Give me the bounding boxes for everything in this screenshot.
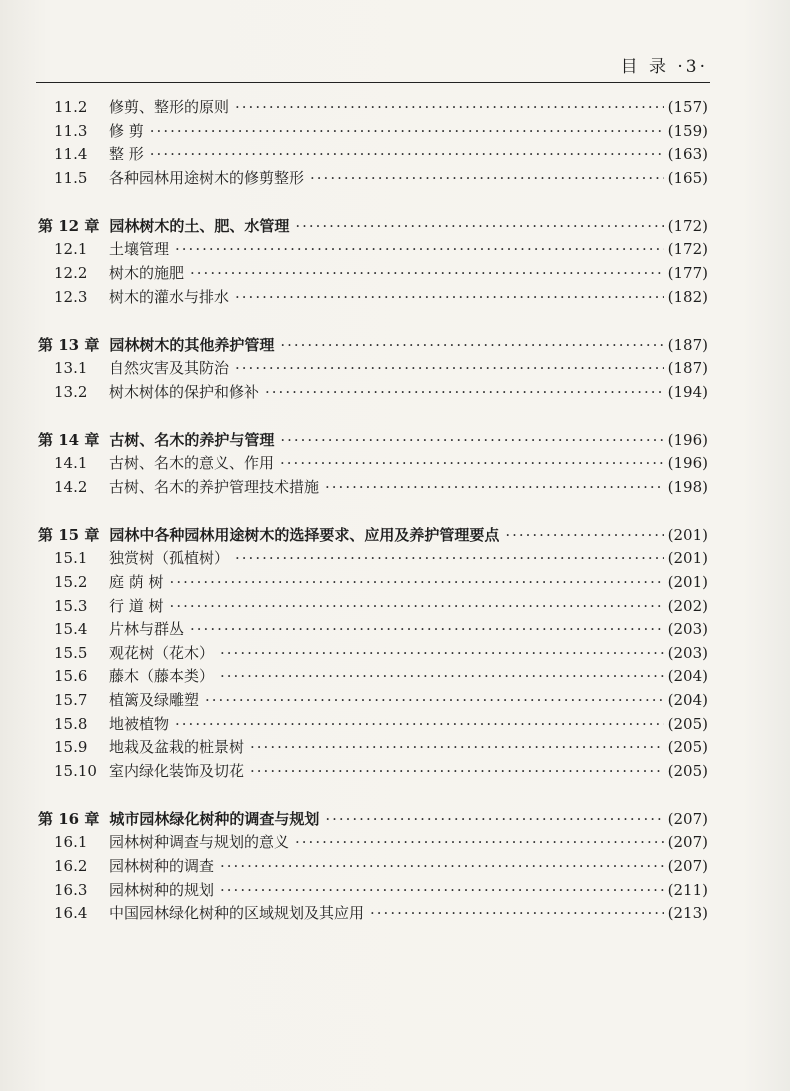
section-number: 11.4 (54, 145, 88, 164)
section-title: 观花树（花木） (109, 643, 215, 662)
chapter-gap (32, 499, 708, 523)
page-number: (187) (667, 335, 708, 354)
section-title: 修剪、整形的原则 (109, 98, 230, 116)
section-title: 树木树体的保护和修补 (109, 382, 260, 401)
section-title: 片林与群丛 (109, 620, 185, 639)
section-number: 11.3 (54, 121, 88, 140)
section-title: 园林树种的调查 (109, 856, 215, 875)
page-number: (198) (667, 477, 708, 496)
section-title: 园林树种调查与规划的意义 (109, 833, 290, 852)
chapter-gap (32, 404, 708, 428)
section-title: 树木的施肥 (109, 263, 185, 282)
section-number: 15.9 (54, 738, 88, 757)
chapter-number: 第 15 章 (38, 525, 100, 544)
section-title: 地栽及盆栽的桩景树 (109, 738, 245, 757)
dot-leader (250, 736, 664, 760)
section-number: 15.4 (54, 620, 88, 639)
toc-section-entry (32, 120, 708, 144)
section-number: 15.6 (54, 667, 88, 686)
section-title: 藤木（藤本类） (109, 667, 215, 686)
toc-section-entry (32, 286, 708, 310)
section-number: 14.1 (54, 454, 88, 473)
dot-leader (295, 215, 663, 239)
dot-leader (175, 238, 664, 262)
toc-section-entry (32, 262, 708, 286)
section-number: 16.2 (54, 856, 88, 875)
section-number: 13.1 (54, 359, 88, 378)
toc-section-entry (32, 476, 708, 500)
page-number: (172) (667, 216, 708, 235)
section-title: 行 道 树 (109, 596, 164, 615)
page-number: (213) (667, 904, 708, 923)
section-number: 12.3 (54, 287, 88, 306)
toc-section-entry (32, 96, 708, 120)
toc-section-entry (32, 831, 708, 855)
page-number: (196) (667, 430, 708, 449)
toc-section-entry (32, 357, 708, 381)
dot-leader (235, 286, 664, 310)
section-title: 植篱及绿雕塑 (109, 691, 200, 710)
page-number: (202) (667, 596, 708, 615)
toc-chapter-entry (32, 215, 708, 239)
page-number: (172) (667, 240, 708, 259)
dot-leader (190, 262, 664, 286)
dot-leader (250, 760, 664, 784)
page-number: (207) (667, 856, 708, 875)
section-title: 中国园林绿化树种的区域规划及其应用 (109, 904, 365, 923)
header-rule (36, 82, 710, 83)
toc-section-entry (32, 143, 708, 167)
section-number: 12.1 (54, 240, 88, 259)
section-number: 15.2 (54, 573, 88, 592)
dot-leader (220, 665, 664, 689)
section-title: 室内绿化装饰及切花 (109, 761, 245, 780)
page-number: (177) (667, 263, 708, 282)
section-number: 12.2 (54, 263, 88, 282)
page-number: (205) (667, 761, 708, 780)
section-number: 15.7 (54, 691, 88, 710)
page-number: (201) (667, 549, 708, 568)
dot-leader (235, 357, 664, 381)
section-title: 古树、名木的养护管理技术措施 (109, 477, 320, 496)
toc-section-entry (32, 595, 708, 619)
page-number: (163) (667, 145, 708, 164)
section-title: 各种园林用途树木的修剪整形 (109, 168, 305, 187)
page-number: (196) (667, 454, 708, 473)
dot-leader (150, 120, 664, 144)
page-number: (203) (667, 643, 708, 662)
section-title: 树木的灌水与排水 (109, 287, 230, 306)
dot-leader (505, 524, 663, 548)
chapter-title: 城市园林绿化树种的调查与规划 (109, 809, 320, 828)
section-title: 整 形 (109, 145, 144, 164)
section-number: 15.3 (54, 596, 88, 615)
section-number: 15.8 (54, 714, 88, 733)
dot-leader (280, 452, 664, 476)
toc-section-entry (32, 689, 708, 713)
toc-section-entry (32, 713, 708, 737)
dot-leader (150, 143, 664, 167)
toc-chapter-entry (32, 524, 708, 548)
running-header: 目 录 ·3· (620, 57, 708, 77)
dot-leader (310, 167, 664, 191)
page-number: (207) (667, 809, 708, 828)
page-number: (165) (667, 168, 708, 187)
page-number: (159) (667, 121, 708, 140)
chapter-gap (32, 309, 708, 333)
dot-leader (280, 334, 663, 358)
chapter-title: 园林树木的其他养护管理 (109, 335, 275, 354)
page-number: (207) (667, 833, 708, 852)
toc-section-entry (32, 547, 708, 571)
toc-section-entry (32, 238, 708, 262)
toc-section-entry (32, 452, 708, 476)
chapter-title: 园林中各种园林用途树木的选择要求、应用及养护管理要点 (109, 525, 500, 544)
page-number: (201) (667, 525, 708, 544)
chapter-number: 第 14 章 (38, 430, 100, 449)
table-of-contents (32, 96, 708, 926)
dot-leader (220, 642, 664, 666)
toc-chapter-entry (32, 808, 708, 832)
section-number: 15.5 (54, 643, 88, 662)
toc-section-entry (32, 642, 708, 666)
page-number: (157) (667, 98, 708, 116)
toc-section-entry (32, 167, 708, 191)
section-number: 16.1 (54, 833, 88, 852)
toc-section-entry (32, 760, 708, 784)
chapter-title: 古树、名木的养护与管理 (109, 430, 275, 449)
section-number: 11.5 (54, 168, 88, 187)
section-title: 庭 荫 树 (109, 573, 164, 592)
dot-leader (220, 879, 664, 903)
toc-section-entry (32, 381, 708, 405)
section-title: 修 剪 (109, 121, 144, 140)
page-number: (194) (667, 382, 708, 401)
dot-leader (295, 831, 664, 855)
section-number: 16.3 (54, 880, 88, 899)
chapter-number: 第 16 章 (38, 809, 100, 828)
dot-leader (170, 571, 664, 595)
dot-leader (170, 595, 664, 619)
page-number: (187) (667, 359, 708, 378)
dot-leader (325, 808, 663, 832)
dot-leader (370, 902, 664, 926)
toc-section-entry (32, 855, 708, 879)
page-number: (211) (667, 880, 708, 899)
section-title: 独赏树（孤植树） (109, 549, 230, 568)
section-number: 11.2 (54, 98, 88, 116)
section-title: 地被植物 (109, 714, 170, 733)
section-number: 15.10 (54, 761, 97, 780)
dot-leader (325, 476, 664, 500)
chapter-number: 第 13 章 (38, 335, 100, 354)
chapter-gap (32, 190, 708, 214)
toc-chapter-entry (32, 429, 708, 453)
toc-section-entry (32, 902, 708, 926)
section-number: 14.2 (54, 477, 88, 496)
toc-section-entry (32, 618, 708, 642)
toc-section-entry (32, 665, 708, 689)
toc-section-entry (32, 571, 708, 595)
section-number: 16.4 (54, 904, 88, 923)
page-number: (203) (667, 620, 708, 639)
section-number: 15.1 (54, 549, 88, 568)
toc-section-entry (32, 879, 708, 903)
section-title: 古树、名木的意义、作用 (109, 454, 275, 473)
dot-leader (280, 429, 663, 453)
section-title: 土壤管理 (109, 240, 170, 259)
page-number: (204) (667, 667, 708, 686)
chapter-title: 园林树木的土、肥、水管理 (109, 216, 290, 235)
page-number: (205) (667, 738, 708, 757)
page-number: (182) (667, 287, 708, 306)
dot-leader (235, 547, 664, 571)
dot-leader (235, 96, 664, 120)
section-number: 13.2 (54, 382, 88, 401)
dot-leader (205, 689, 664, 713)
page-number: (205) (667, 714, 708, 733)
dot-leader (265, 381, 664, 405)
page-number: (204) (667, 691, 708, 710)
dot-leader (220, 855, 664, 879)
section-title: 自然灾害及其防治 (109, 359, 230, 378)
chapter-gap (32, 783, 708, 807)
chapter-number: 第 12 章 (38, 216, 100, 235)
dot-leader (175, 713, 664, 737)
section-title: 园林树种的规划 (109, 880, 215, 899)
toc-chapter-entry (32, 334, 708, 358)
page-number: (201) (667, 573, 708, 592)
toc-section-entry (32, 736, 708, 760)
dot-leader (190, 618, 664, 642)
